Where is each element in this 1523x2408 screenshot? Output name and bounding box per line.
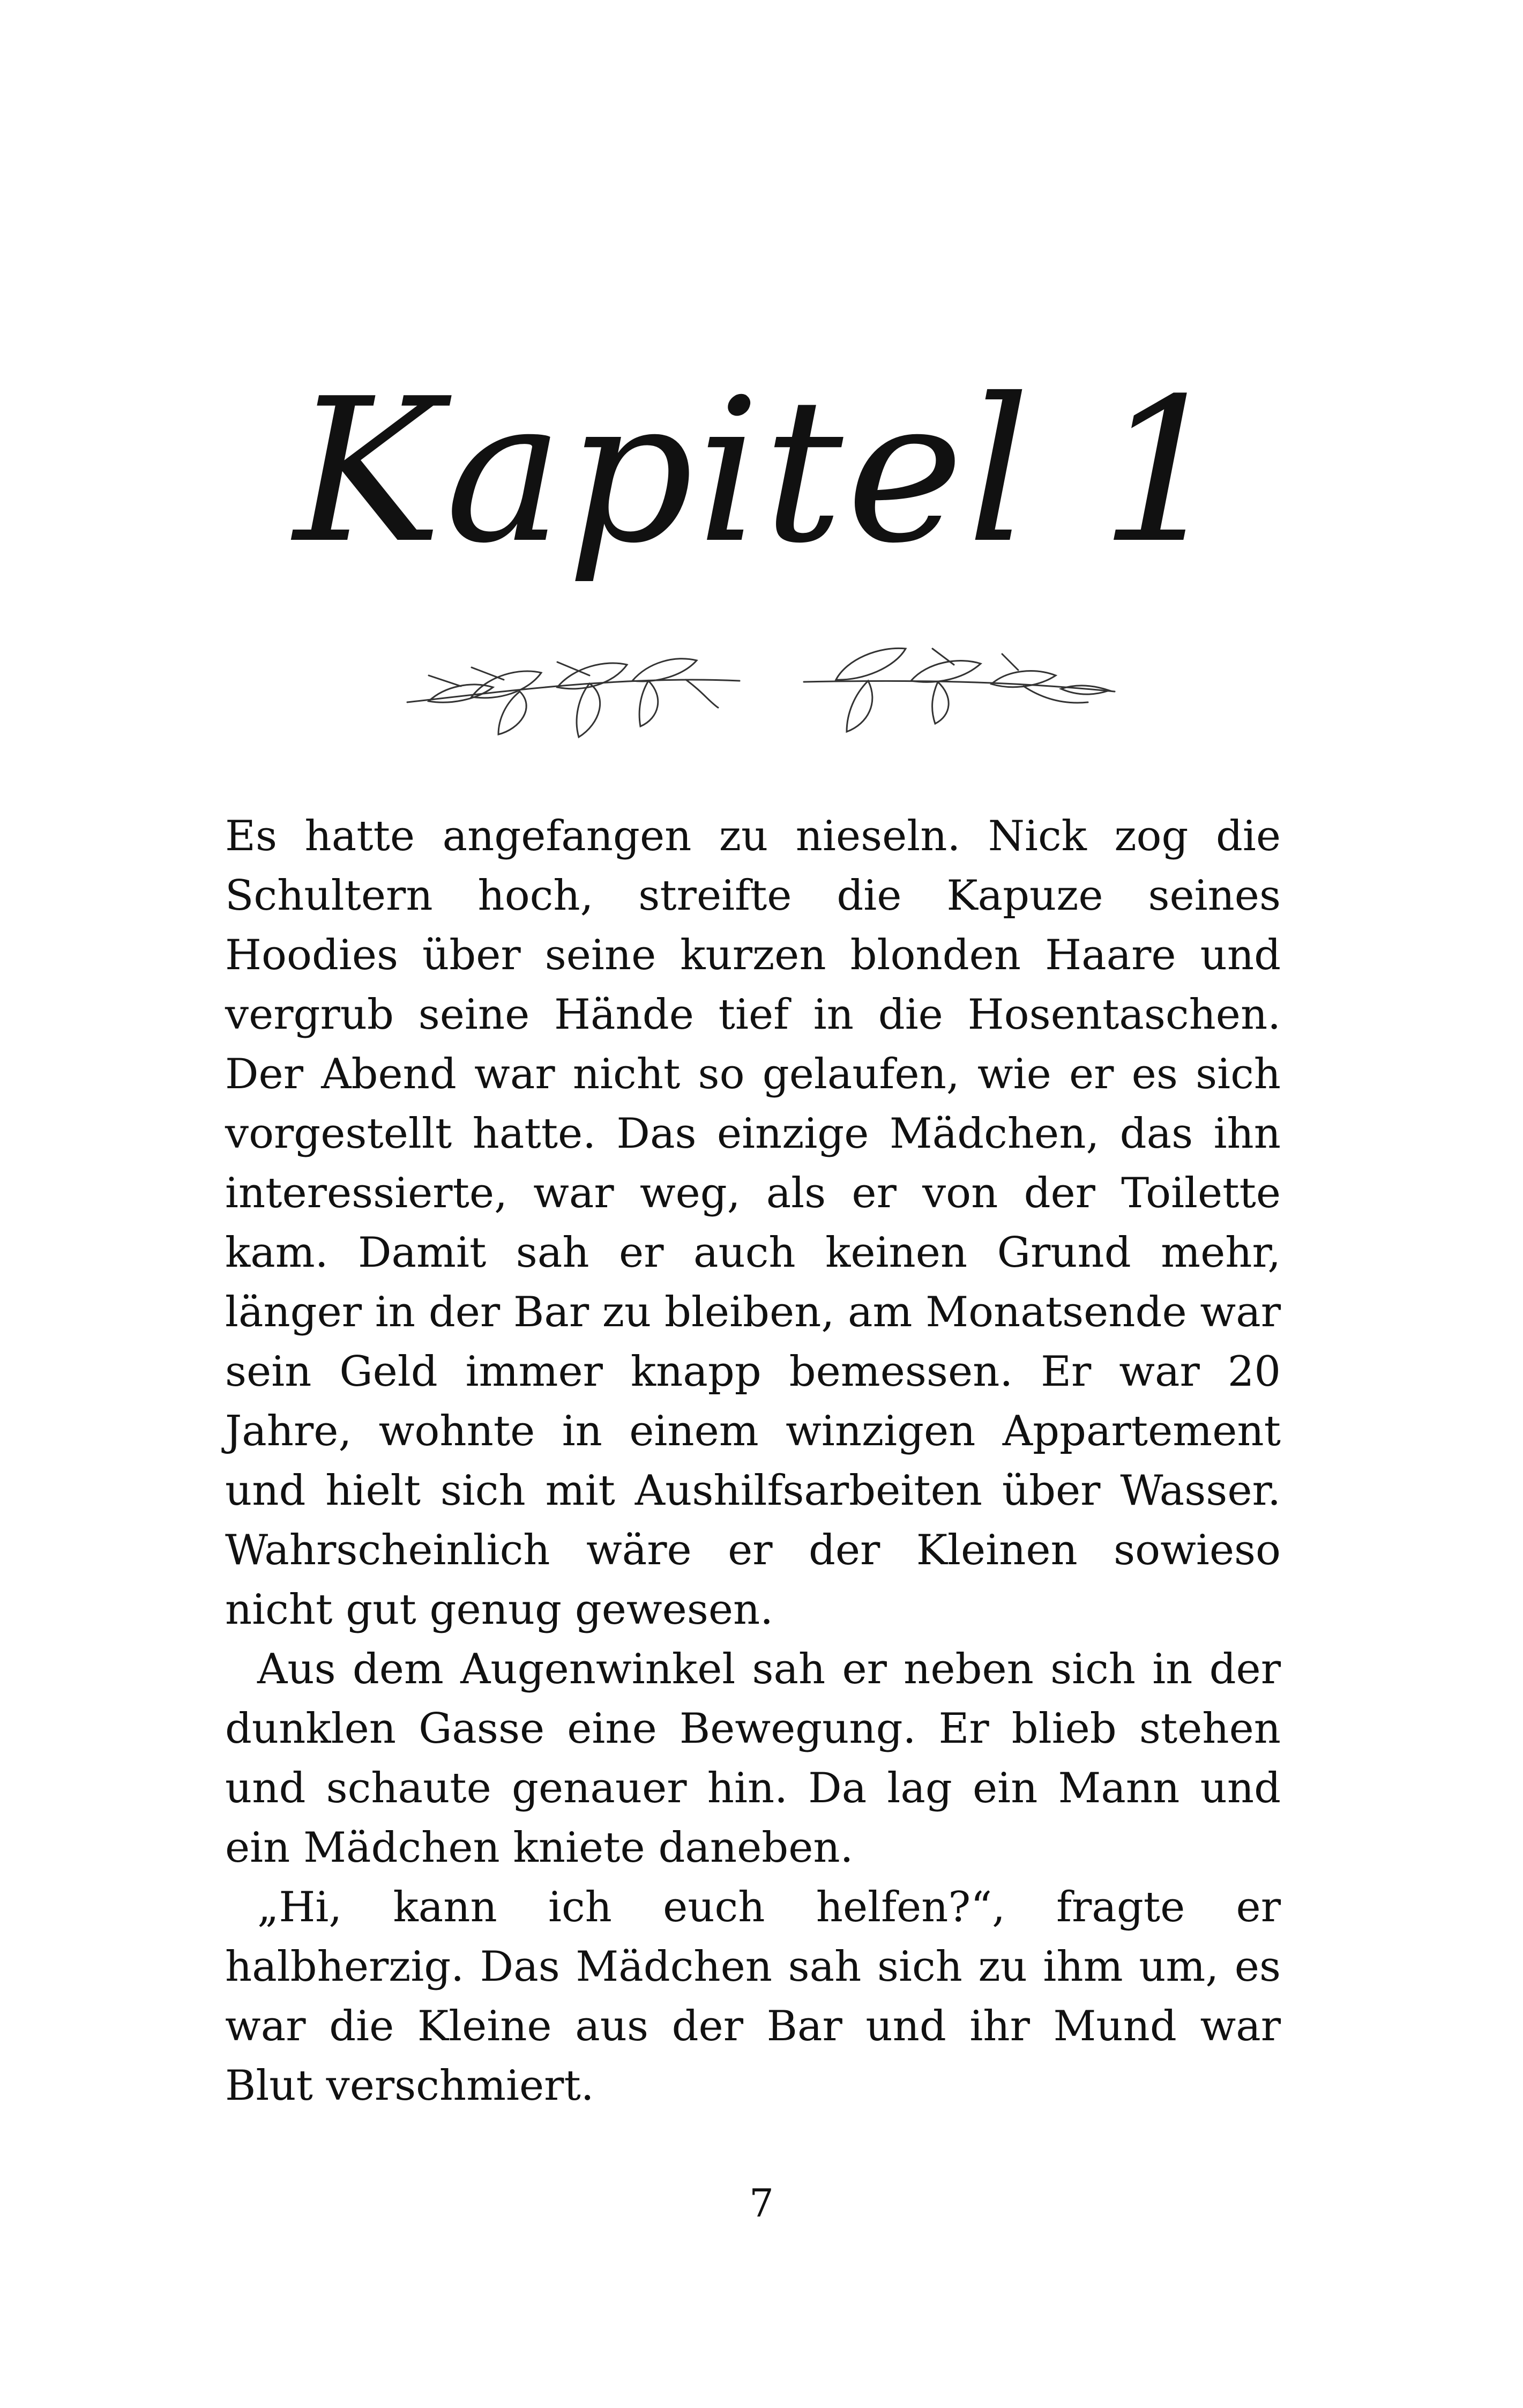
ornament-divider — [397, 616, 1125, 756]
paragraph-2: Aus dem Augenwinkel sah er neben sich in der dunklen Gasse eine Bewegung. Er blieb stehen und schaute genauer hin. Da lag ein Mann und ein Mädchen kniete daneben. — [225, 1645, 1281, 1872]
paragraph-3: „Hi, kann ich euch helfen?“, fragte er halbherzig. Das Mädchen sah sich zu ihm um, es war die Kleine aus der Bar und ihr Mund war Blut verschmiert. — [225, 1883, 1281, 2110]
paragraph-1: Es hatte angefangen zu nieseln. Nick zog die Schultern hoch, streifte die Kapuze seines Hoodies über seine kurzen blonden Haare und vergrub seine Hände tief in die Hosentaschen. Der Abend war nicht so gelaufen, wie er es sich vorgestellt hatte. Das einzige Mädchen, das ihn interessierte, war weg, als er von der Toilette kam. Damit sah er auch keinen Grund mehr, länger in der Bar zu bleiben, am Monatsende war sein Geld immer knapp bemessen. Er war 20 Jahre, wohnte in einem winzigen Appartement und hielt sich mit Aushilfsarbeiten über Wasser. Wahrscheinlich wäre er der Kleinen sowieso nicht gut genug gewesen. — [225, 812, 1281, 1634]
crescent-moon-icon — [753, 664, 772, 700]
page-number: 7 — [749, 2181, 774, 2226]
chapter-body — [225, 807, 1281, 2116]
chapter-title: Kapitel 1 — [294, 356, 1229, 587]
leaf-branch-right-icon — [804, 648, 1115, 732]
leaf-branch-left-icon — [407, 659, 740, 737]
